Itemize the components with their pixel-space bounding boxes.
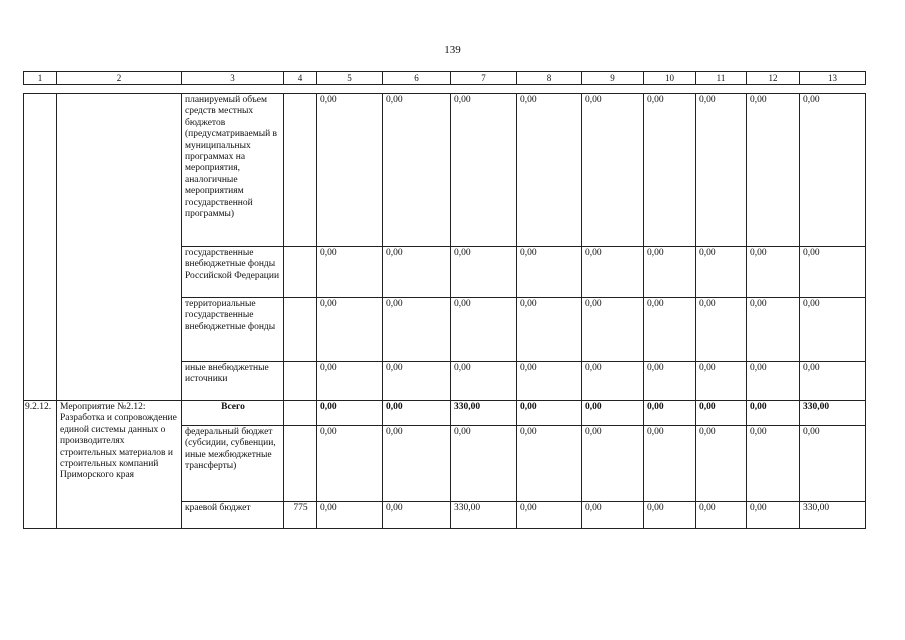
value-cell: 0,00 — [644, 94, 696, 247]
value-cell: 0,00 — [451, 426, 517, 502]
value-cell: 0,00 — [383, 298, 451, 362]
col-header: 13 — [800, 72, 866, 85]
value-cell: 0,00 — [582, 298, 644, 362]
code-cell — [284, 362, 317, 401]
col-header: 2 — [57, 72, 182, 85]
value-cell: 0,00 — [517, 362, 582, 401]
item-number-cell: 9.2.12. — [24, 401, 57, 529]
value-cell: 0,00 — [747, 298, 800, 362]
value-cell: 0,00 — [383, 247, 451, 298]
value-cell: 0,00 — [800, 362, 866, 401]
col-header: 1 — [24, 72, 57, 85]
value-cell: 0,00 — [517, 298, 582, 362]
code-cell — [284, 426, 317, 502]
code-cell — [284, 94, 317, 247]
col-header: 5 — [317, 72, 383, 85]
number-cell-continued — [24, 94, 57, 401]
col-header: 3 — [182, 72, 284, 85]
col-header: 6 — [383, 72, 451, 85]
value-cell: 0,00 — [696, 362, 747, 401]
value-cell: 0,00 — [644, 426, 696, 502]
title-cell-continued — [57, 94, 182, 401]
value-cell: 0,00 — [644, 298, 696, 362]
value-cell: 0,00 — [317, 247, 383, 298]
table-row-total — [24, 401, 866, 426]
value-cell: 0,00 — [747, 401, 800, 426]
value-cell: 0,00 — [582, 247, 644, 298]
value-cell: 0,00 — [517, 401, 582, 426]
value-cell: 0,00 — [696, 94, 747, 247]
value-cell: 0,00 — [383, 502, 451, 529]
page-number: 139 — [444, 44, 461, 56]
value-cell: 0,00 — [696, 298, 747, 362]
source-cell-total: Всего — [182, 401, 284, 426]
value-cell: 0,00 — [800, 426, 866, 502]
value-cell: 0,00 — [747, 502, 800, 529]
value-cell: 0,00 — [747, 362, 800, 401]
code-cell — [284, 401, 317, 426]
value-cell: 0,00 — [644, 247, 696, 298]
value-cell: 0,00 — [747, 247, 800, 298]
value-cell: 0,00 — [383, 362, 451, 401]
column-number-header — [23, 71, 866, 85]
value-cell: 0,00 — [644, 362, 696, 401]
value-cell: 0,00 — [317, 298, 383, 362]
table-row — [24, 94, 866, 247]
value-cell: 0,00 — [317, 502, 383, 529]
value-cell: 0,00 — [800, 298, 866, 362]
value-cell: 330,00 — [451, 502, 517, 529]
col-header: 4 — [284, 72, 317, 85]
value-cell: 330,00 — [800, 502, 866, 529]
value-cell: 0,00 — [383, 94, 451, 247]
value-cell: 0,00 — [517, 94, 582, 247]
col-header: 7 — [451, 72, 517, 85]
value-cell: 330,00 — [451, 401, 517, 426]
col-header: 11 — [696, 72, 747, 85]
col-header: 10 — [644, 72, 696, 85]
value-cell: 0,00 — [800, 247, 866, 298]
source-cell: иные внебюджетные источники — [182, 362, 284, 401]
value-cell: 0,00 — [383, 401, 451, 426]
source-cell: государственные внебюджетные фонды Российской Федерации — [182, 247, 284, 298]
value-cell: 0,00 — [451, 247, 517, 298]
value-cell: 0,00 — [747, 426, 800, 502]
value-cell: 0,00 — [517, 247, 582, 298]
value-cell: 0,00 — [317, 401, 383, 426]
value-cell: 0,00 — [317, 362, 383, 401]
value-cell: 0,00 — [582, 502, 644, 529]
item-title-cell: Мероприятие №2.12: Разработка и сопровождение единой системы данных о производителях строительных материалов и строительных компаний Приморского края — [57, 401, 182, 529]
col-header: 12 — [747, 72, 800, 85]
value-cell: 0,00 — [451, 94, 517, 247]
value-cell: 0,00 — [317, 426, 383, 502]
code-cell: 775 — [284, 502, 317, 529]
value-cell: 0,00 — [696, 426, 747, 502]
value-cell: 0,00 — [747, 94, 800, 247]
source-cell: планируемый объем средств местных бюджетов (предусматриваемый в муниципальных программах на мероприятия, аналогичные мероприятиям государственной программы) — [182, 94, 284, 247]
value-cell: 330,00 — [800, 401, 866, 426]
value-cell: 0,00 — [800, 94, 866, 247]
value-cell: 0,00 — [317, 94, 383, 247]
value-cell: 0,00 — [517, 426, 582, 502]
value-cell: 0,00 — [582, 426, 644, 502]
value-cell: 0,00 — [451, 298, 517, 362]
value-cell: 0,00 — [451, 362, 517, 401]
code-cell — [284, 247, 317, 298]
value-cell: 0,00 — [582, 362, 644, 401]
source-cell: краевой бюджет — [182, 502, 284, 529]
source-cell: территориальные государственные внебюджетные фонды — [182, 298, 284, 362]
value-cell: 0,00 — [696, 247, 747, 298]
col-header: 8 — [517, 72, 582, 85]
code-cell — [284, 298, 317, 362]
value-cell: 0,00 — [644, 502, 696, 529]
value-cell: 0,00 — [582, 94, 644, 247]
value-cell: 0,00 — [517, 502, 582, 529]
value-cell: 0,00 — [696, 502, 747, 529]
value-cell: 0,00 — [383, 426, 451, 502]
col-header: 9 — [582, 72, 644, 85]
value-cell: 0,00 — [644, 401, 696, 426]
source-cell: федеральный бюджет (субсидии, субвенции, иные межбюджетные трансферты) — [182, 426, 284, 502]
funding-table — [23, 93, 866, 529]
value-cell: 0,00 — [582, 401, 644, 426]
value-cell: 0,00 — [696, 401, 747, 426]
